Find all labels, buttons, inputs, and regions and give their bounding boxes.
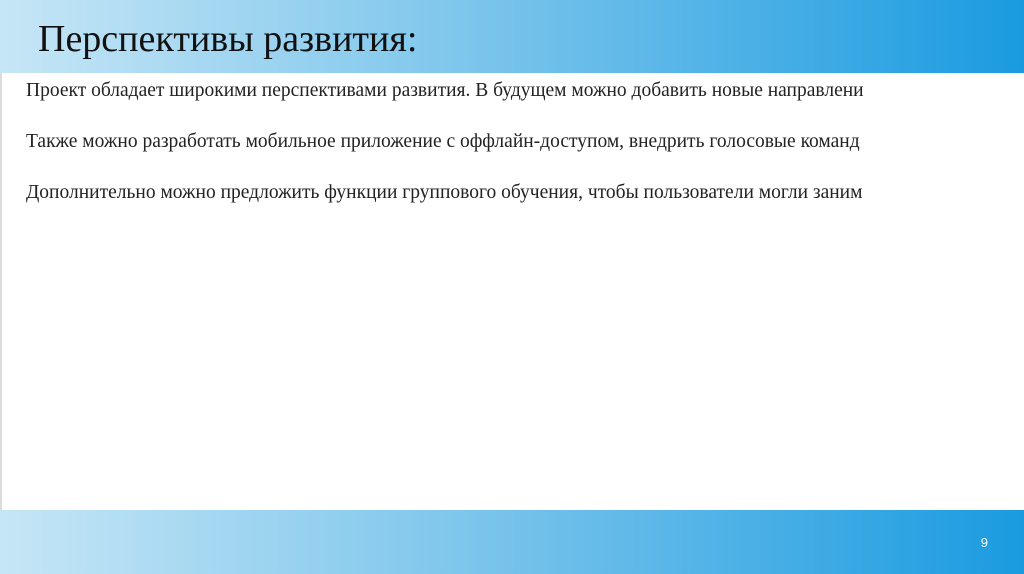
body-paragraph-2: Также можно разработать мобильное приложение с оффлайн-доступом, внедрить голосовые команд — [26, 131, 860, 152]
body-paragraph-3: Дополнительно можно предложить функции группового обучения, чтобы пользователи могли заним — [26, 182, 863, 203]
left-divider — [0, 73, 2, 510]
slide-body — [26, 78, 1024, 206]
footer-bar — [0, 510, 1024, 574]
body-paragraph-1: Проект обладает широкими перспективами развития. В будущем можно добавить новые направлени — [26, 80, 864, 101]
slide-title: Перспективы развития: — [38, 18, 418, 60]
header-bar — [0, 0, 1024, 73]
page-number: 9 — [980, 535, 988, 550]
